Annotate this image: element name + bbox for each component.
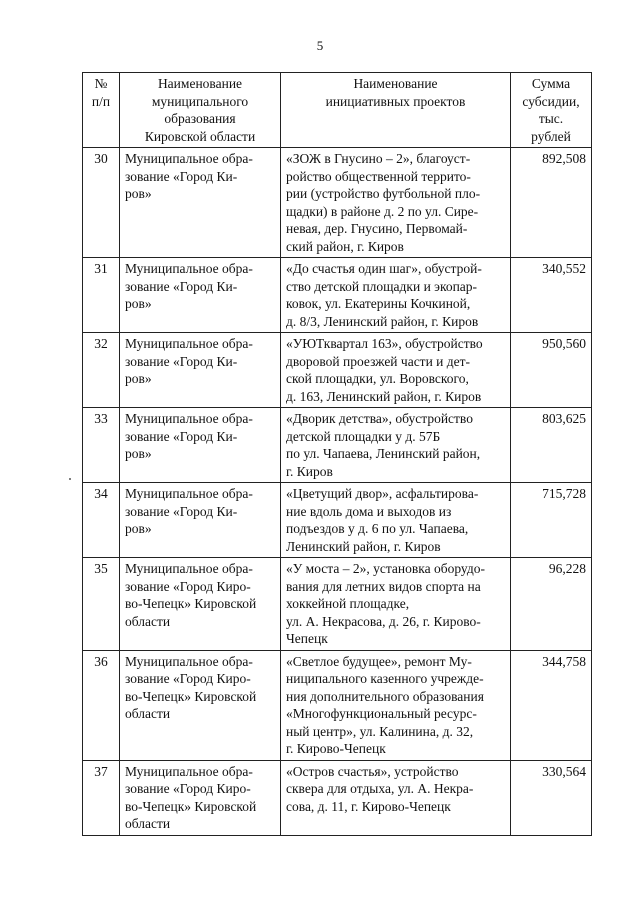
row-project: «До счастья один шаг», обустрой- ство детской площадки и экопар- ковок, ул. Екатерины Кочкиной, д. 8/3, Ленинский район, г. Киров (281, 258, 511, 333)
header-project: Наименование инициативных проектов (281, 73, 511, 148)
table-row (83, 558, 592, 651)
table-row (83, 408, 592, 483)
row-sum: 950,560 (511, 333, 592, 408)
header-row (83, 73, 592, 148)
header-sum: Сумма субсидии, тыс. рублей (511, 73, 592, 148)
row-num: 34 (83, 483, 120, 558)
row-num: 36 (83, 650, 120, 760)
row-municipality: Муниципальное обра- зование «Город Киро- во-Чепецк» Кировской области (120, 650, 281, 760)
row-num: 32 (83, 333, 120, 408)
row-project: «Остров счастья», устройство сквера для отдыха, ул. А. Некра- сова, д. 11, г. Кирово-Чепецк (281, 760, 511, 835)
row-municipality: Муниципальное обра- зование «Город Ки- ров» (120, 408, 281, 483)
row-num: 33 (83, 408, 120, 483)
table-row (83, 483, 592, 558)
row-municipality: Муниципальное обра- зование «Город Ки- ров» (120, 333, 281, 408)
table-row (83, 258, 592, 333)
row-project: «УЮТквартал 163», обустройство дворовой проезжей части и дет- ской площадки, ул. Воровского, д. 163, Ленинский район, г. Киров (281, 333, 511, 408)
row-sum: 892,508 (511, 148, 592, 258)
header-municipality: Наименование муниципального образования Кировской области (120, 73, 281, 148)
subsidy-table (82, 72, 592, 836)
row-sum: 96,228 (511, 558, 592, 651)
row-num: 30 (83, 148, 120, 258)
table-row (83, 650, 592, 760)
row-municipality: Муниципальное обра- зование «Город Ки- ров» (120, 258, 281, 333)
row-project: «У моста – 2», установка оборудо- вания для летних видов спорта на хоккейной площадке, ул. А. Некрасова, д. 26, г. Кирово- Чепецк (281, 558, 511, 651)
row-sum: 715,728 (511, 483, 592, 558)
row-sum: 330,564 (511, 760, 592, 835)
row-municipality: Муниципальное обра- зование «Город Киро- во-Чепецк» Кировской области (120, 558, 281, 651)
row-num: 31 (83, 258, 120, 333)
row-project: «Дворик детства», обустройство детской площадки у д. 57Б по ул. Чапаева, Ленинский район, г. Киров (281, 408, 511, 483)
table-header (83, 73, 592, 148)
table-row (83, 148, 592, 258)
page-number: 5 (316, 38, 324, 53)
row-project: «ЗОЖ в Гнусино – 2», благоуст- ройство общественной террито- рии (устройство футбольной пло- щадки) в районе д. 2 по ул. Сире- невая, дер. Гнусино, Первомай- ский район, г. Киров (281, 148, 511, 258)
row-project: «Светлое будущее», ремонт Му- ниципального казенного учрежде- ния дополнительного образования «Многофункциональный ресурс- ный центр», ул. Калинина, д. 32, г. Кирово-Чепецк (281, 650, 511, 760)
row-sum: 344,758 (511, 650, 592, 760)
table-row (83, 333, 592, 408)
row-municipality: Муниципальное обра- зование «Город Ки- ров» (120, 148, 281, 258)
row-municipality: Муниципальное обра- зование «Город Киро- во-Чепецк» Кировской области (120, 760, 281, 835)
row-municipality: Муниципальное обра- зование «Город Ки- ров» (120, 483, 281, 558)
row-num: 37 (83, 760, 120, 835)
row-sum: 340,552 (511, 258, 592, 333)
header-num: № п/п (83, 73, 120, 148)
row-sum: 803,625 (511, 408, 592, 483)
row-num: 35 (83, 558, 120, 651)
row-project: «Цветущий двор», асфальтирова- ние вдоль дома и выходов из подъездов у д. 6 по ул. Чапаева, Ленинский район, г. Киров (281, 483, 511, 558)
table-row (83, 760, 592, 835)
scan-speck (69, 478, 71, 480)
table-body (83, 148, 592, 836)
